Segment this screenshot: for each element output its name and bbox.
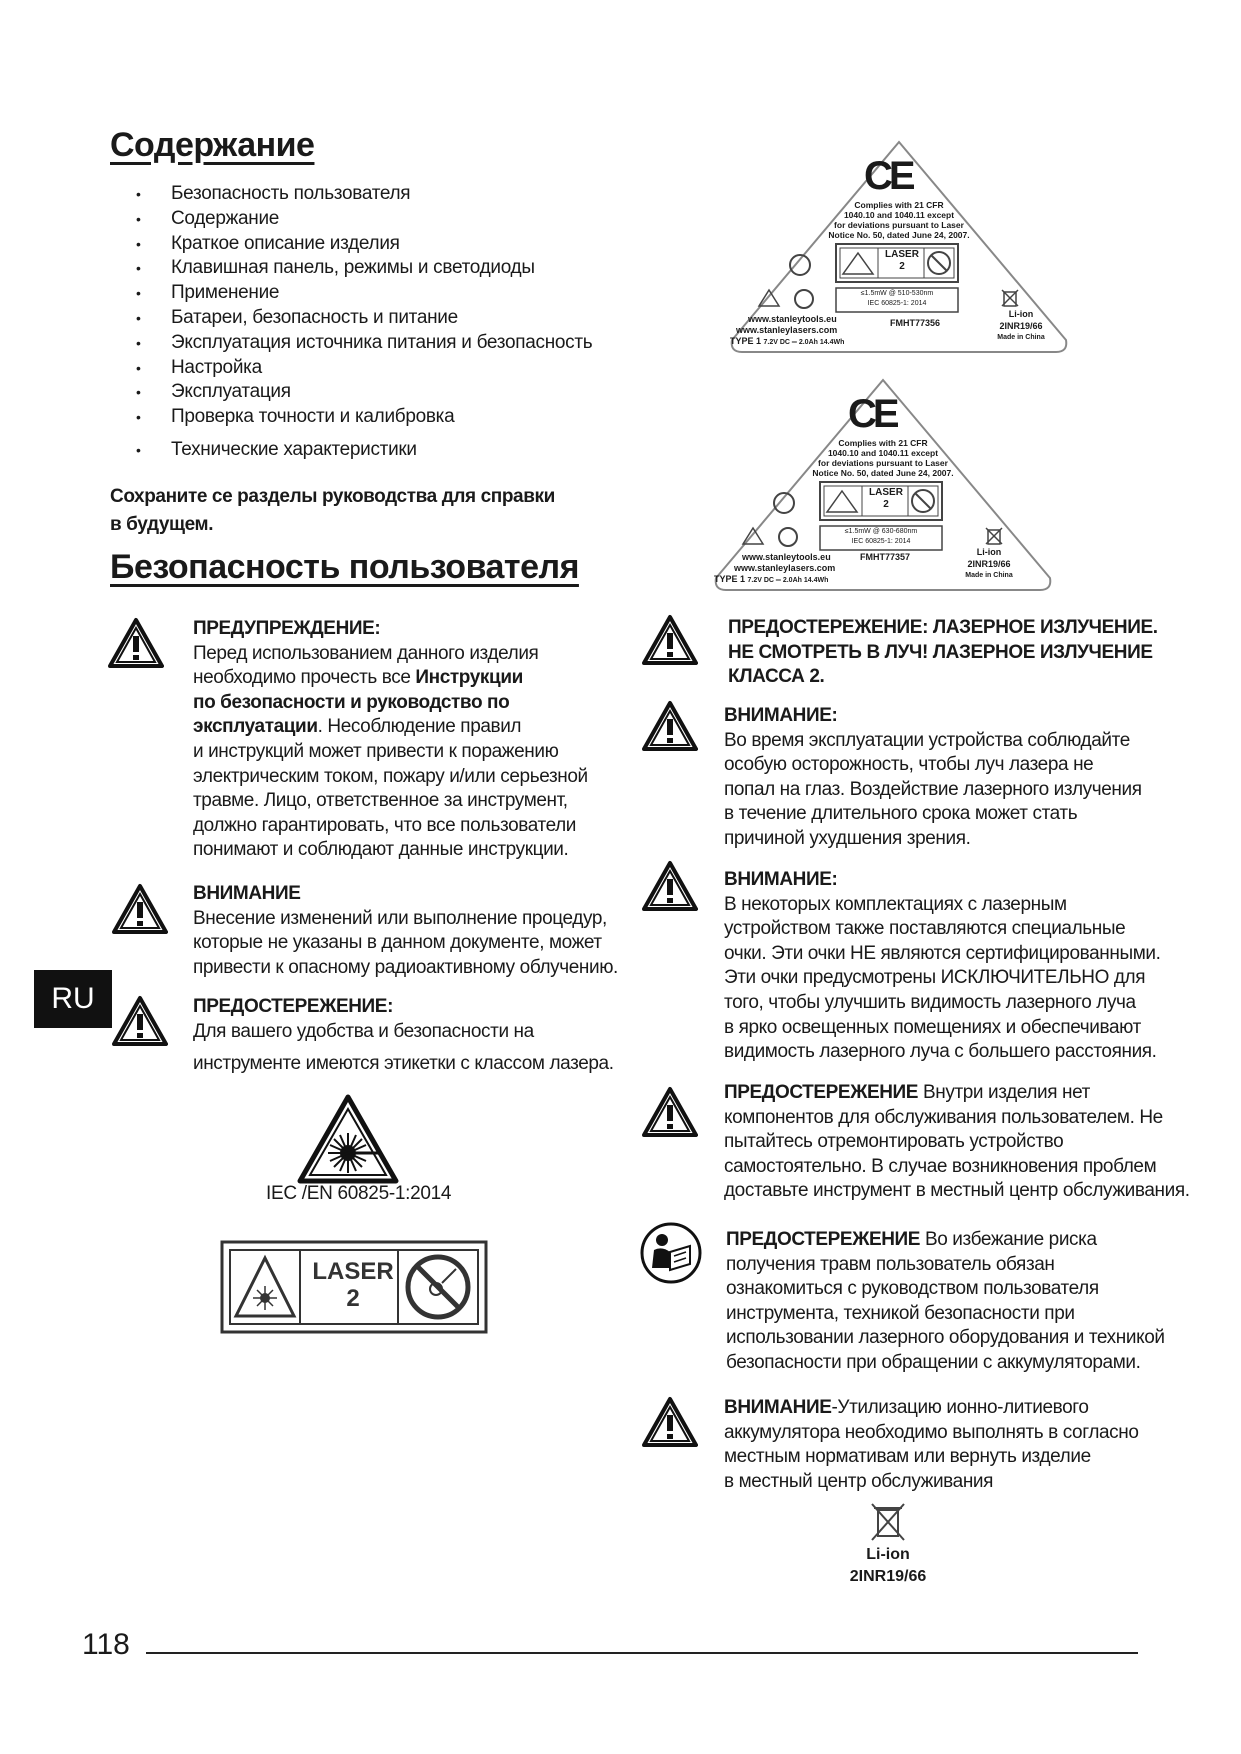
- product-label-2: CE Complies with 21 CFR 1040.10 and 1040.11 except for deviations pursuant to Laser Notice No. 50, dated June 24, 2007. LASER 2 ≤1.5mW @ 630-680nm IEC 60825-1: 2014 www.stanleytools.eu www.stanleylasers.com TYPE 1 7.2V DC ═ 2.0Ah 14.4Wh FMHT77357 Li-ion 2INR19/66 Made in China: [712, 378, 1054, 592]
- toc-title: Содержание: [110, 126, 315, 164]
- caution-block: ПРЕДОСТЕРЕЖЕНИЕ Во избежание риска получения травм пользователь обязан ознакомиться с руководством пользователя инструмента, техникой безопасности при использовании лазерного оборудования и техникой безопасности при обращении с аккумуляторами.: [726, 1229, 1165, 1373]
- caution-block: ВНИМАНИЕ: В некоторых комплектациях с лазерным устройством также поставляются специальные очки. Эти очки НЕ являются сертифицированными. Эти очки предусмотрены ИСКЛЮЧИТЕЛЬНО для того, чтобы улучшить видимость лазерного луча в ярко освещенных помещениях и обеспечивают видимость лазерного луча с большего расстояния.: [724, 869, 1161, 1063]
- warning-heading: ПРЕДУПРЕЖДЕНИЕ:: [193, 618, 381, 639]
- toc-item[interactable]: • Эксплуатация источника питания и безопасность: [110, 331, 592, 356]
- toc-item[interactable]: • Проверка точности и калибровка: [110, 405, 592, 430]
- warning-icon: [642, 700, 698, 752]
- warning-icon: [642, 1396, 698, 1448]
- page-number: 118: [82, 1628, 130, 1661]
- toc-item[interactable]: • Батареи, безопасность и питание: [110, 306, 592, 331]
- caution-block: ВНИМАНИЕ: Во время эксплуатации устройства соблюдайте особую осторожность, чтобы луч лазера не попал на глаз. Воздействие лазерного излучения в течение длительного срока может стать причиной ухудшения зрения.: [724, 705, 1142, 849]
- crossed-bin-icon: [868, 1500, 908, 1544]
- warning-icon: [642, 614, 698, 666]
- warning-icon: [112, 995, 168, 1047]
- toc-item[interactable]: • Содержание: [110, 207, 592, 232]
- warning-icon: [642, 1086, 698, 1138]
- caution-block: ПРЕДОСТЕРЕЖЕНИЕ Внутри изделия нет компонентов для обслуживания пользователем. Не пытайтесь отремонтировать устройство самостоятельно. В случае возникновения проблем доставьте инструмент в местный центр обслуживания.: [724, 1082, 1190, 1202]
- warning-icon: [108, 617, 164, 669]
- toc-note: Сохраните се разделы руководства для справки в будущем.: [110, 486, 555, 535]
- iec-caption: IEC /EN 60825-1:2014: [266, 1183, 452, 1204]
- toc-item[interactable]: • Технические характеристики: [110, 438, 592, 463]
- warning-block: ВНИМАНИЕ Внесение изменений или выполнение процедур, которые не указаны в данном документе, может привести к опасному радиоактивному облучению.: [193, 883, 618, 978]
- product-label-1: CE Complies with 21 CFR 1040.10 and 1040.11 except for deviations pursuant to Laser Notice No. 50, dated June 24, 2007. LASER 2 ≤1.5mW @ 510-530nm IEC 60825-1: 2014 www.stanleytools.eu www.stanleylasers.com TYPE 1 7.2V DC ═ 2.0Ah 14.4Wh FMHT77356 Li-ion 2INR19/66 Made in China: [728, 140, 1070, 354]
- ce-mark: CE: [864, 154, 912, 198]
- warning-block: ПРЕДОСТЕРЕЖЕНИЕ: Для вашего удобства и безопасности на инструменте имеются этикетки с классом лазера.: [193, 996, 614, 1075]
- toc-item[interactable]: • Эксплуатация: [110, 380, 592, 405]
- language-tab: RU: [34, 970, 112, 1028]
- toc-item[interactable]: • Клавишная панель, режимы и светодиоды: [110, 256, 592, 281]
- toc-item[interactable]: • Применение: [110, 281, 592, 306]
- warning-icon: [112, 883, 168, 935]
- safety-title: Безопасность пользователя: [110, 548, 579, 586]
- laser-radiation-icon: [296, 1093, 400, 1185]
- laser-class-text: LASER 2: [312, 1258, 394, 1312]
- toc-item[interactable]: • Безопасность пользователя: [110, 182, 592, 207]
- laser-warning-block: ПРЕДОСТЕРЕЖЕНИЕ: ЛАЗЕРНОЕ ИЗЛУЧЕНИЕ. НЕ СМОТРЕТЬ В ЛУЧ! ЛАЗЕРНОЕ ИЗЛУЧЕНИЕ КЛАССА 2.: [728, 617, 1158, 688]
- caution-block: ВНИМАНИЕ-Утилизацию ионно-литиевого аккумулятора необходимо выполнять в согласно местным нормативам или вернуть изделие в местный центр обслуживания: [724, 1397, 1139, 1492]
- toc-item[interactable]: • Краткое описание изделия: [110, 232, 592, 257]
- footer-rule: [146, 1652, 1138, 1654]
- li-ion-marking: Li-ion 2INR19/66: [849, 1546, 927, 1585]
- warning-icon: [642, 860, 698, 912]
- toc-item[interactable]: • Настройка: [110, 356, 592, 381]
- warning-block: ПРЕДУПРЕЖДЕНИЕ: Перед использованием данного изделия необходимо прочесть все Инструкции по безопасности и руководство по эксплуатации. Несоблюдение правил и инструкций может привести к поражению электрическим током, пожару и/или серьезной травме. Лицо, ответственное за инструмент, должно гарантировать, что все пользователи понимают и соблюдают данные инструкции.: [193, 618, 588, 861]
- ce-mark: CE: [848, 392, 896, 436]
- toc-list: [110, 182, 592, 463]
- read-manual-icon: [640, 1222, 702, 1284]
